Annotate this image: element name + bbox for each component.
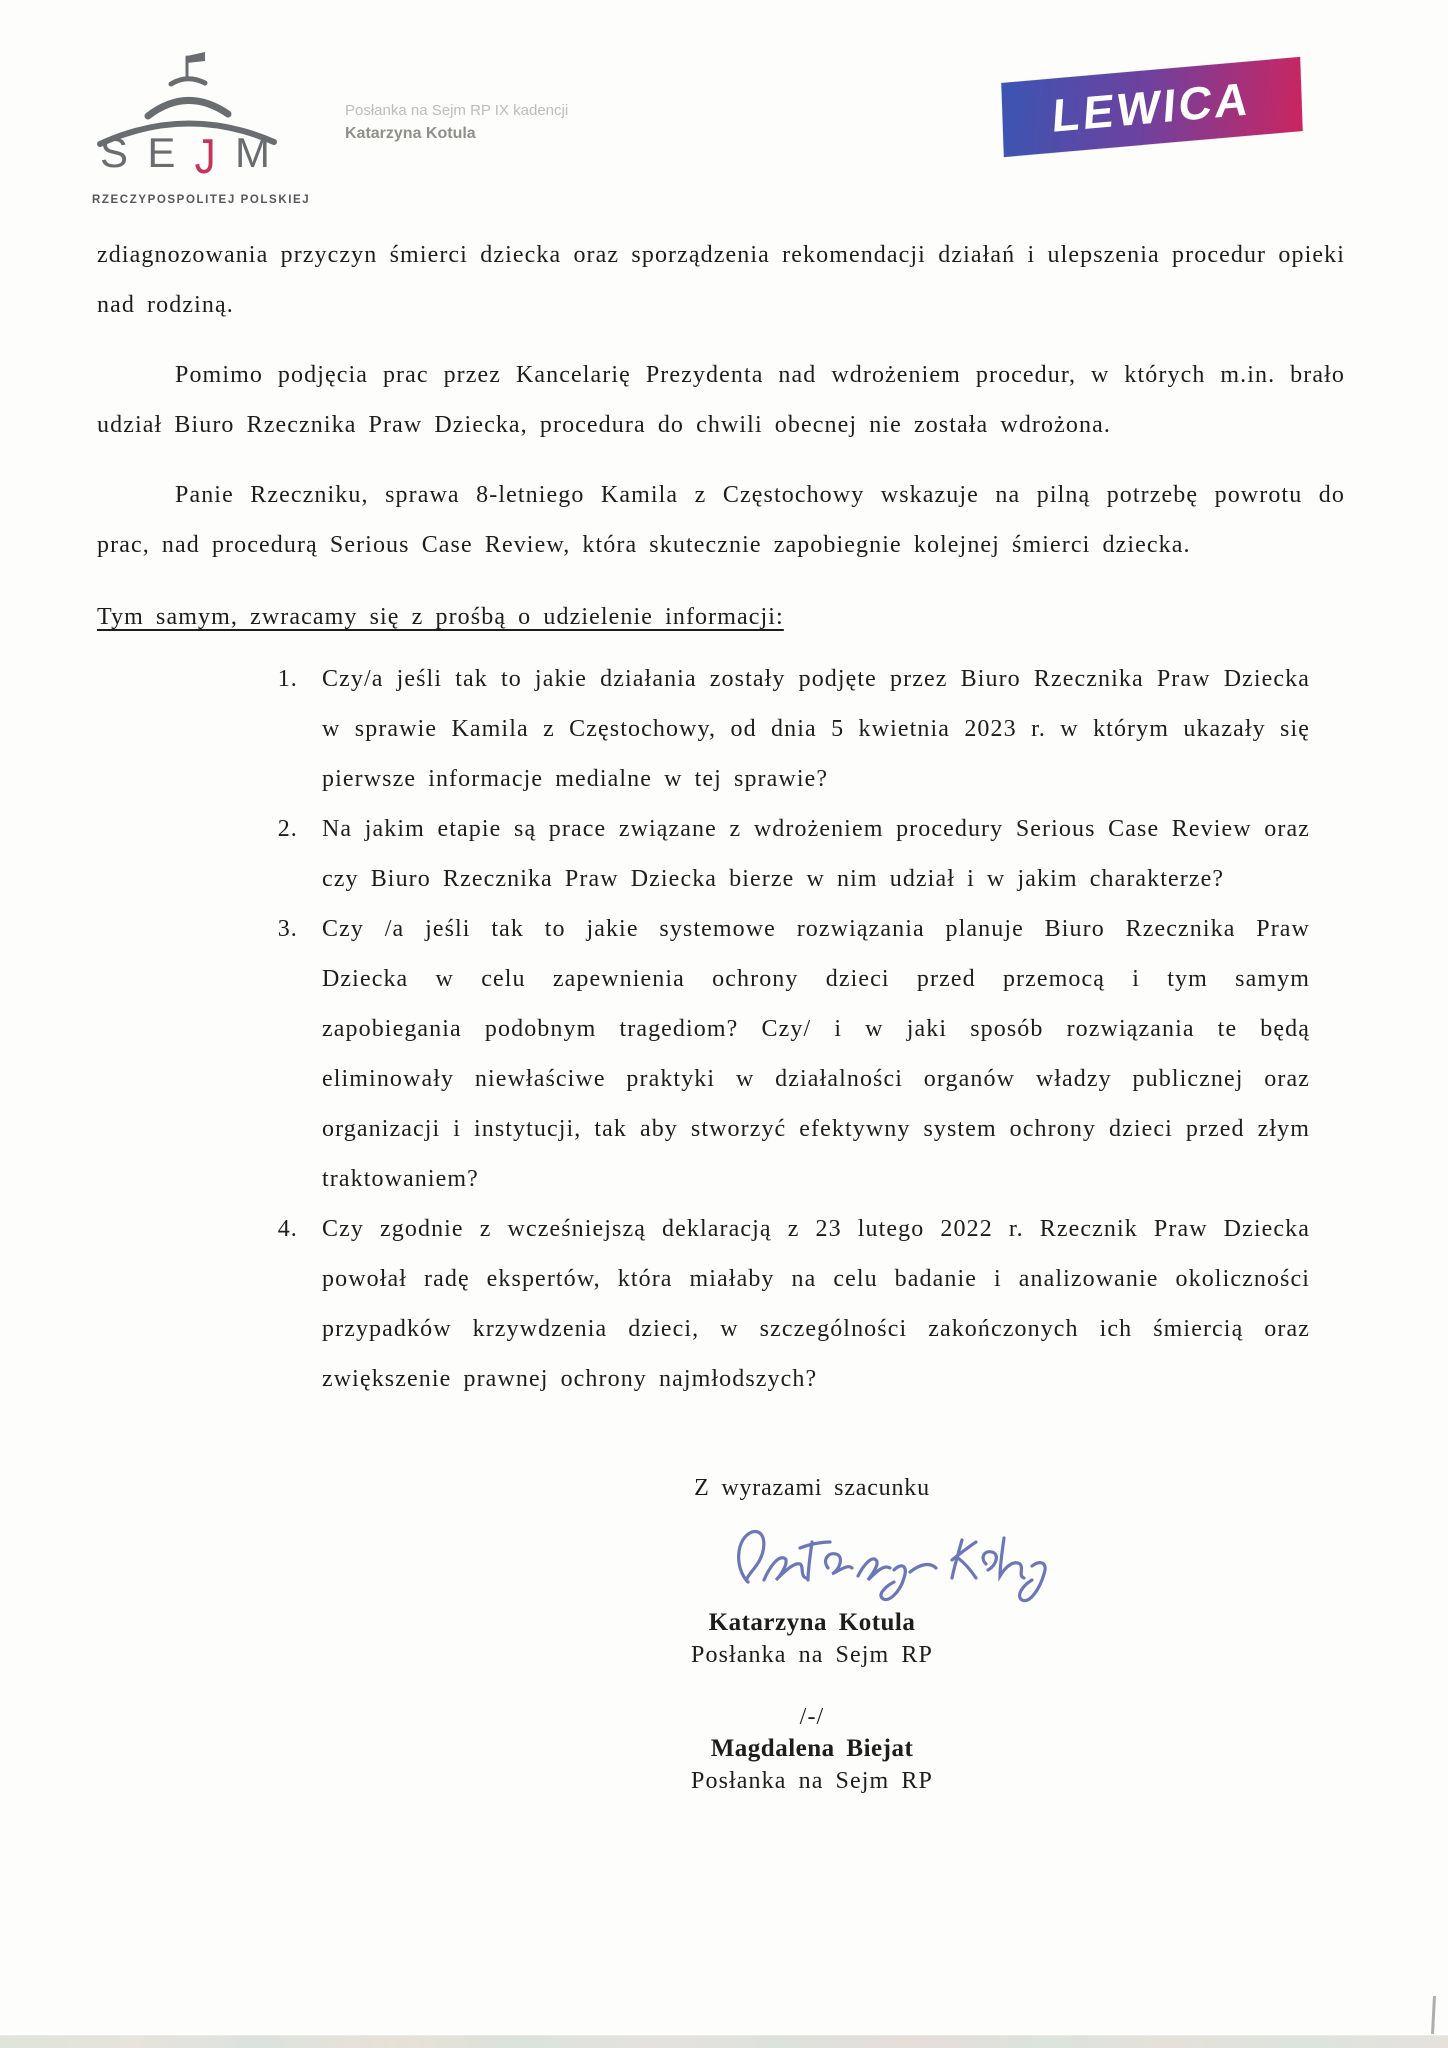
signatory-name: Magdalena Biejat xyxy=(710,1735,914,1762)
question-item: 4. Czy zgodnie z wcześniejszą deklaracją z 23 lutego 2022 r. Rzecznik Praw Dziecka powołał radę ekspertów, która miałaby na celu badanie i analizowanie okoliczności przypadków krzywdzenia dzieci, w szczególności zakończonych ich śmiercią oraz zwiększenie prawnej ochrony najmłodszych? xyxy=(310,1204,1310,1404)
footer-scan-bar xyxy=(0,2035,1448,2048)
signatory-title: Posłanka na Sejm RP xyxy=(691,1768,933,1794)
body-paragraph: Panie Rzeczniku, sprawa 8-letniego Kamila z Częstochowy wskazuje na pilną potrzebę powrotu do prac, nad procedurą Serious Case Review, która skutecznie zapobiegnie kolejnej śmierci dziecka. xyxy=(97,482,1345,558)
sejm-wordmark xyxy=(100,128,270,184)
sender-block xyxy=(345,100,568,145)
closing-salutation: Z wyrazami szacunku xyxy=(694,1475,930,1501)
sejm-letter-red-j: J xyxy=(194,128,216,184)
sejm-letter: E xyxy=(147,129,176,176)
sejm-logo xyxy=(92,48,311,218)
sender-role: Posłanka na Sejm RP IX kadencji xyxy=(345,102,569,119)
sejm-letter: S xyxy=(100,129,129,176)
signatory-name: Katarzyna Kotula xyxy=(708,1609,916,1636)
question-item: 3. Czy /a jeśli tak to jakie systemowe rozwiązania planuje Biuro Rzecznika Praw Dziecka w celu zapewnienia ochrony dzieci przed przemocą i tym samym zapobiegania podobnym tragediom? Czy/ i w jaki sposób rozwiązania te będą eliminowały niewłaściwe praktyki w działalności organów władzy publicznej oraz organizacji i instytucji, tak aby stworzyć efektywny system ochrony dzieci przed złym traktowaniem? xyxy=(310,904,1310,1204)
letter-body xyxy=(97,230,1345,1797)
body-paragraph: Pomimo podjęcia prac przez Kancelarię Prezydenta nad wdrożeniem procedur, w których m.in. brało udział Biuro Rzecznika Praw Dziecka, procedura do chwili obecnej nie została wdrożona. xyxy=(97,362,1345,438)
signatory-title: Posłanka na Sejm RP xyxy=(691,1642,933,1668)
request-heading: Tym samym, zwracamy się z prośbą o udzielenie informacji: xyxy=(97,604,784,630)
lewica-logo xyxy=(1001,57,1302,157)
signature-mark: /-/ xyxy=(799,1704,825,1730)
scan-edge-artifact xyxy=(1431,1996,1436,2034)
question-item: 2. Na jakim etapie są prace związane z wdrożeniem procedury Serious Case Review oraz czy Biuro Rzecznika Praw Dziecka bierze w nim udział i w jakim charakterze? xyxy=(310,804,1310,904)
sejm-letter: M xyxy=(234,129,270,176)
sejm-subtitle: RZECZYPOSPOLITEJ POLSKIEJ xyxy=(92,194,311,206)
sender-name: Katarzyna Kotula xyxy=(345,124,476,142)
body-paragraph: zdiagnozowania przyczyn śmierci dziecka oraz sporządzenia rekomendacji działań i ulepszenia procedur opieki nad rodziną. xyxy=(97,242,1345,318)
handwritten-signature xyxy=(724,1512,1064,1624)
questions-list xyxy=(97,654,1310,1404)
signature-block xyxy=(612,1472,1012,1797)
question-item: 1. Czy/a jeśli tak to jakie działania zostały podjęte przez Biuro Rzecznika Praw Dziecka w sprawie Kamila z Częstochowy, od dnia 5 kwietnia 2023 r. w którym ukazały się pierwsze informacje medialne w tej sprawie? xyxy=(310,654,1310,804)
lewica-wordmark: LEWICA xyxy=(1050,72,1254,142)
